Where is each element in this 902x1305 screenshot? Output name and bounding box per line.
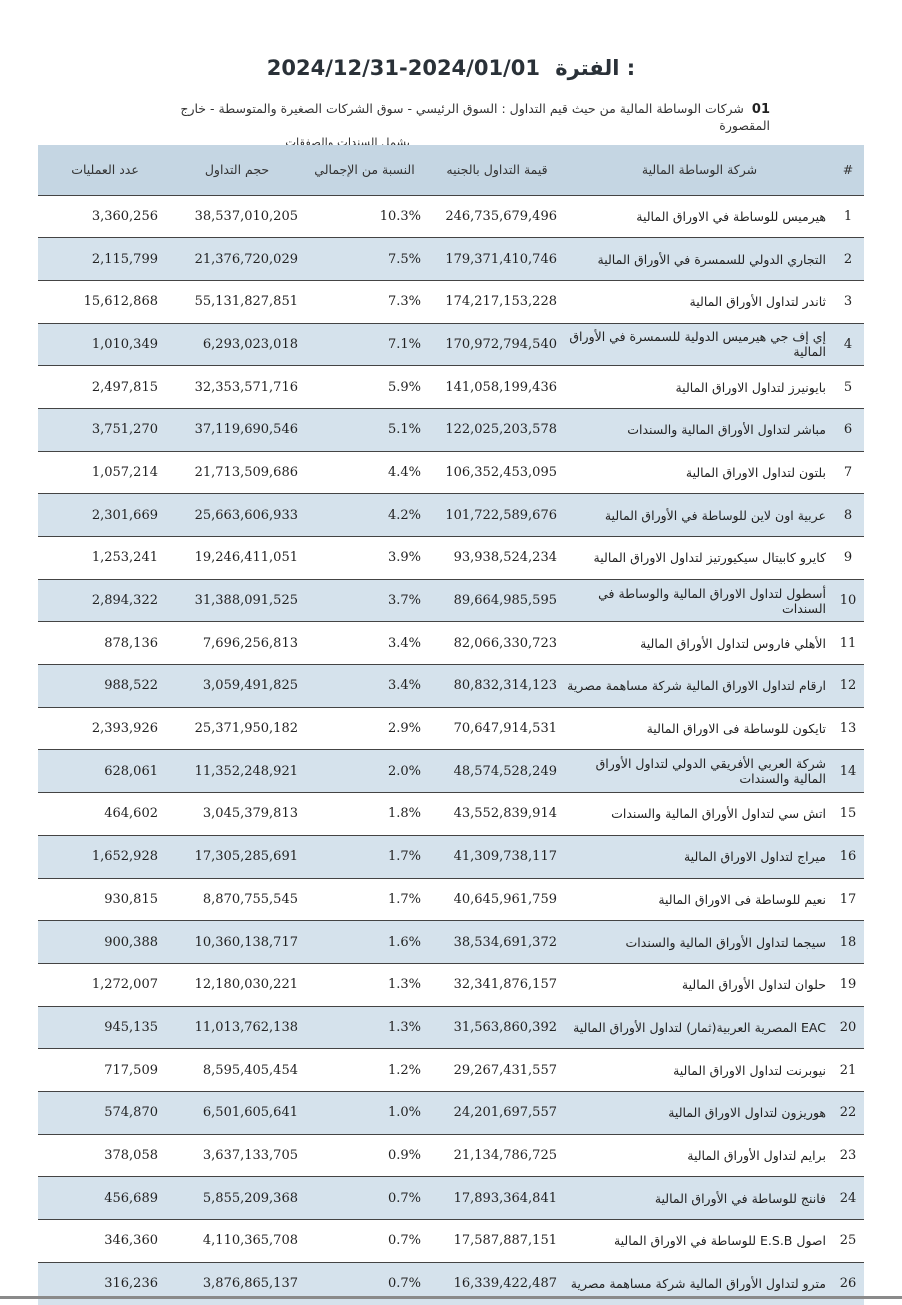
operations-count: 628,061 <box>104 763 158 779</box>
company-name: كايرو كابيتال سيكيورتيز لتداول الاوراق المالية <box>593 550 826 566</box>
trading-value: 141,058,199,436 <box>445 379 557 395</box>
trading-volume: 19,246,411,051 <box>194 550 298 566</box>
trading-volume: 8,595,405,454 <box>202 1062 298 1078</box>
trading-value: 179,371,410,746 <box>445 251 557 267</box>
share-percent: 0.9% <box>387 1147 421 1163</box>
row-index: 16 <box>839 849 857 865</box>
table-row <box>38 707 864 750</box>
company-name: حلوان لتداول الأوراق المالية <box>681 977 826 993</box>
row-index: 12 <box>839 678 857 694</box>
operations-count: 2,894,322 <box>91 593 158 609</box>
row-index: 10 <box>839 593 857 609</box>
share-percent: 1.3% <box>387 977 421 993</box>
operations-count: 574,870 <box>104 1105 158 1121</box>
row-index: 2 <box>843 251 853 267</box>
share-percent: 4.2% <box>387 507 421 523</box>
share-percent: 3.7% <box>387 593 421 609</box>
operations-count: 346,360 <box>104 1233 158 1249</box>
trading-volume: 37,119,690,546 <box>194 422 298 438</box>
operations-count: 456,689 <box>104 1190 158 1206</box>
company-name: عربية اون لاين للوساطة في الأوراق المالية <box>604 507 826 523</box>
company-name: سيجما لتداول الأوراق المالية والسندات <box>625 934 826 950</box>
operations-count: 717,509 <box>104 1062 158 1078</box>
period-heading <box>0 56 902 80</box>
table-body <box>38 195 864 1305</box>
trading-volume: 3,637,133,705 <box>202 1147 298 1163</box>
trading-value: 170,972,794,540 <box>445 336 557 352</box>
trading-value: 101,722,589,676 <box>445 507 557 523</box>
company-name: اصول E.S.B للوساطة في الاوراق المالية <box>613 1233 826 1249</box>
report-number: 01 <box>751 102 770 117</box>
trading-volume: 11,013,762,138 <box>194 1019 298 1035</box>
company-name: هوريزون لتداول الاوراق المالية <box>668 1105 826 1121</box>
company-name: تايكون للوساطة فى الاوراق المالية <box>646 721 826 737</box>
row-index: 7 <box>843 464 853 480</box>
trading-value: 43,552,839,914 <box>453 806 557 822</box>
subtitle-line-2: يشمل السندات والصفقات <box>285 135 410 149</box>
row-index: 11 <box>839 635 857 651</box>
company-name: ثاندر لتداول الأوراق المالية <box>689 294 826 310</box>
operations-count: 3,360,256 <box>91 208 158 224</box>
trading-value: 41,309,738,117 <box>453 849 557 865</box>
trading-value: 48,574,528,249 <box>453 763 557 779</box>
share-percent: 1.3% <box>387 1019 421 1035</box>
trading-volume: 21,713,509,686 <box>194 464 298 480</box>
operations-count: 2,115,799 <box>91 251 158 267</box>
table-header-row <box>38 145 864 195</box>
row-index: 8 <box>843 507 853 523</box>
company-name: EAC المصرية العربية(ثمار) لتداول الأوراق المالية <box>573 1019 826 1035</box>
trading-value: 38,534,691,372 <box>453 934 557 950</box>
trading-volume: 5,855,209,368 <box>202 1190 298 1206</box>
share-percent: 1.7% <box>387 849 421 865</box>
trading-volume: 6,293,023,018 <box>202 336 298 352</box>
share-percent: 1.7% <box>387 891 421 907</box>
share-percent: 2.0% <box>387 763 421 779</box>
trading-volume: 3,876,865,137 <box>202 1276 298 1292</box>
share-percent: 1.2% <box>387 1062 421 1078</box>
header-volume: حجم التداول <box>204 162 270 178</box>
share-percent: 7.3% <box>387 294 421 310</box>
operations-count: 1,272,007 <box>91 977 158 993</box>
row-index: 22 <box>839 1105 857 1121</box>
operations-count: 900,388 <box>104 934 158 950</box>
share-percent: 2.9% <box>387 721 421 737</box>
operations-count: 2,393,926 <box>91 721 158 737</box>
trading-value: 21,134,786,725 <box>453 1147 557 1163</box>
header-value: قيمة التداول بالجنيه <box>446 162 548 178</box>
trading-volume: 17,305,285,691 <box>194 849 298 865</box>
trading-volume: 21,376,720,029 <box>194 251 298 267</box>
row-index: 9 <box>843 550 853 566</box>
row-index: 4 <box>843 336 853 352</box>
share-percent: 3.4% <box>387 635 421 651</box>
operations-count: 1,057,214 <box>91 464 158 480</box>
period-label: الفترة : <box>555 56 636 80</box>
header-share: النسبة من الإجمالي <box>314 162 415 178</box>
trading-value: 82,066,330,723 <box>453 635 557 651</box>
header-company: شركة الوساطة المالية <box>641 162 758 178</box>
table-row <box>38 408 864 451</box>
brokerage-table <box>38 145 864 1305</box>
share-percent: 5.9% <box>387 379 421 395</box>
trading-volume: 6,501,605,641 <box>202 1105 298 1121</box>
table-row <box>38 195 864 238</box>
trading-volume: 10,360,138,717 <box>194 934 298 950</box>
trading-value: 24,201,697,557 <box>453 1105 557 1121</box>
company-name: إي إف جي هيرميس الدولية للسمسرة في الأوراق المالية <box>569 329 826 360</box>
company-name: برايم لتداول الأوراق المالية <box>687 1147 826 1163</box>
operations-count: 930,815 <box>104 891 158 907</box>
row-index: 1 <box>843 208 853 224</box>
operations-count: 3,751,270 <box>91 422 158 438</box>
trading-value: 70,647,914,531 <box>453 721 557 737</box>
trading-volume: 38,537,010,205 <box>194 208 298 224</box>
row-index: 18 <box>839 934 857 950</box>
trading-volume: 4,110,365,708 <box>202 1233 298 1249</box>
company-name: مباشر لتداول الأوراق المالية والسندات <box>627 422 826 438</box>
share-percent: 5.1% <box>387 422 421 438</box>
company-name: مترو لتداول الأوراق المالية شركة مساهمة مصرية <box>570 1276 826 1292</box>
trading-value: 16,339,422,487 <box>453 1276 557 1292</box>
operations-count: 2,301,669 <box>91 507 158 523</box>
trading-volume: 32,353,571,716 <box>194 379 298 395</box>
share-percent: 3.4% <box>387 678 421 694</box>
table-row <box>38 1091 864 1134</box>
table-row <box>38 878 864 921</box>
table-row <box>38 750 864 793</box>
trading-value: 17,893,364,841 <box>453 1190 557 1206</box>
table-row <box>38 451 864 494</box>
row-index: 20 <box>839 1019 857 1035</box>
table-row <box>38 1134 864 1177</box>
share-percent: 0.7% <box>387 1276 421 1292</box>
row-index: 14 <box>839 763 857 779</box>
table-row <box>38 1049 864 1092</box>
share-percent: 4.4% <box>387 464 421 480</box>
trading-volume: 12,180,030,221 <box>194 977 298 993</box>
row-index: 5 <box>843 379 853 395</box>
company-name: التجاري الدولي للسمسرة في الأوراق المالية <box>597 251 826 267</box>
trading-volume: 7,696,256,813 <box>202 635 298 651</box>
row-index: 17 <box>839 891 857 907</box>
operations-count: 1,010,349 <box>91 336 158 352</box>
trading-volume: 11,352,248,921 <box>194 763 298 779</box>
company-name: نعيم للوساطة فى الاوراق المالية <box>658 891 826 907</box>
table-row <box>38 1177 864 1220</box>
row-index: 24 <box>839 1190 857 1206</box>
company-name: أسطول لتداول الاوراق المالية والوساطة في السندات <box>598 585 826 616</box>
company-name: اتش سي لتداول الأوراق المالية والسندات <box>611 806 826 822</box>
row-index: 6 <box>843 422 853 438</box>
share-percent: 1.8% <box>387 806 421 822</box>
trading-value: 29,267,431,557 <box>453 1062 557 1078</box>
operations-count: 2,497,815 <box>91 379 158 395</box>
operations-count: 1,253,241 <box>91 550 158 566</box>
table-row <box>38 665 864 708</box>
table-row <box>38 921 864 964</box>
report-subtitle <box>130 101 770 150</box>
table-row <box>38 494 864 537</box>
share-percent: 7.5% <box>387 251 421 267</box>
trading-value: 106,352,453,095 <box>445 464 557 480</box>
trading-volume: 55,131,827,851 <box>194 294 298 310</box>
trading-volume: 3,059,491,825 <box>202 678 298 694</box>
table-row <box>38 963 864 1006</box>
table-row <box>38 1006 864 1049</box>
company-name: فاننج للوساطة في الأوراق المالية <box>654 1190 826 1206</box>
trading-value: 80,832,314,123 <box>453 678 557 694</box>
period-range: 2024/12/31-2024/01/01 <box>266 56 540 80</box>
table-row <box>38 1220 864 1263</box>
operations-count: 945,135 <box>104 1019 158 1035</box>
company-name: ميراج لتداول الاوراق المالية <box>683 849 826 865</box>
trading-volume: 31,388,091,525 <box>194 593 298 609</box>
row-index: 19 <box>839 977 857 993</box>
share-percent: 1.6% <box>387 934 421 950</box>
row-index: 21 <box>839 1062 857 1078</box>
company-name: شركة العربي الأفريقي الدولي لتداول الأوراق المالية والسندات <box>595 756 826 787</box>
subtitle-line-1: شركات الوساطة المالية من حيث قيم التداول : السوق الرئيسي - سوق الشركات الصغيرة والمتوسطة - خارج المقصورة <box>180 101 770 133</box>
company-name: بلتون لتداول الاوراق المالية <box>685 464 826 480</box>
operations-count: 316,236 <box>104 1276 158 1292</box>
row-index: 23 <box>839 1147 857 1163</box>
row-index: 26 <box>839 1276 857 1292</box>
trading-value: 40,645,961,759 <box>453 891 557 907</box>
trading-volume: 25,371,950,182 <box>194 721 298 737</box>
table-row <box>38 537 864 580</box>
share-percent: 0.7% <box>387 1190 421 1206</box>
trading-volume: 25,663,606,933 <box>194 507 298 523</box>
table-row <box>38 280 864 323</box>
table-row <box>38 793 864 836</box>
company-name: ارقام لتداول الاوراق المالية شركة مساهمة مصرية <box>567 678 826 694</box>
share-percent: 3.9% <box>387 550 421 566</box>
trading-value: 246,735,679,496 <box>445 208 557 224</box>
row-index: 3 <box>843 294 853 310</box>
trading-value: 174,217,153,228 <box>445 294 557 310</box>
company-name: بايونيرز لتداول الاوراق المالية <box>675 379 826 395</box>
trading-value: 17,587,887,151 <box>453 1233 557 1249</box>
trading-value: 122,025,203,578 <box>445 422 557 438</box>
company-name: نيوبرنت لتداول الاوراق المالية <box>673 1062 826 1078</box>
operations-count: 378,058 <box>104 1147 158 1163</box>
trading-value: 32,341,876,157 <box>453 977 557 993</box>
header-index: # <box>842 162 854 178</box>
operations-count: 1,652,928 <box>91 849 158 865</box>
operations-count: 15,612,868 <box>83 294 158 310</box>
operations-count: 464,602 <box>104 806 158 822</box>
trading-value: 31,563,860,392 <box>453 1019 557 1035</box>
share-percent: 0.7% <box>387 1233 421 1249</box>
table-row <box>38 238 864 281</box>
table-row <box>38 835 864 878</box>
trading-volume: 8,870,755,545 <box>202 891 298 907</box>
trading-value: 93,938,524,234 <box>453 550 557 566</box>
operations-count: 988,522 <box>104 678 158 694</box>
table-row <box>38 622 864 665</box>
table-row <box>38 323 864 366</box>
row-index: 15 <box>839 806 857 822</box>
operations-count: 878,136 <box>104 635 158 651</box>
row-index: 25 <box>839 1233 857 1249</box>
table-row <box>38 579 864 622</box>
share-percent: 7.1% <box>387 336 421 352</box>
row-index: 13 <box>839 721 857 737</box>
share-percent: 1.0% <box>387 1105 421 1121</box>
trading-volume: 3,045,379,813 <box>202 806 298 822</box>
table-row <box>38 366 864 409</box>
company-name: الأهلي فاروس لتداول الأوراق المالية <box>640 635 826 651</box>
company-name: هيرميس للوساطة في الاوراق المالية <box>636 208 826 224</box>
trading-value: 89,664,985,595 <box>453 593 557 609</box>
share-percent: 10.3% <box>379 208 421 224</box>
header-operations: عدد العمليات <box>71 162 139 178</box>
